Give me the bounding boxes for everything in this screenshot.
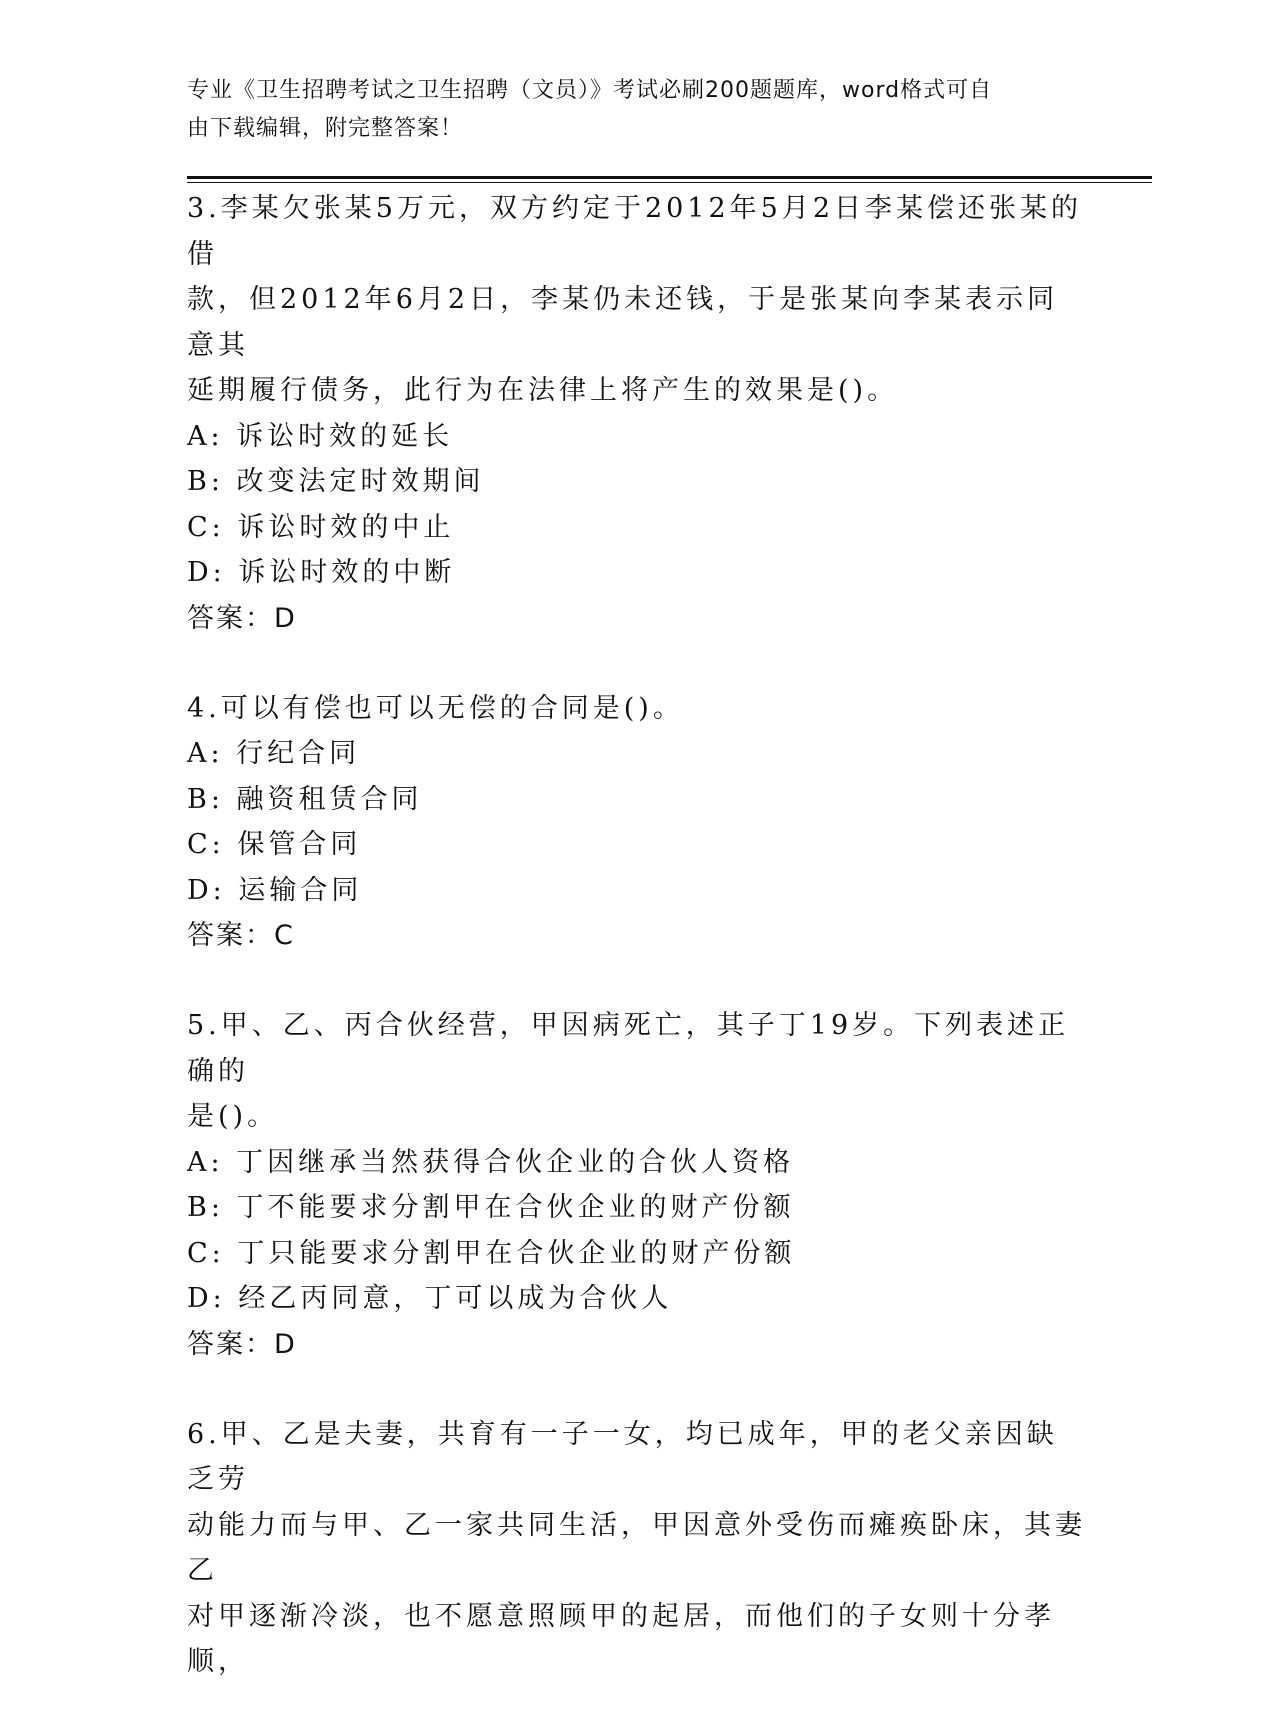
question-stem-line: 6.甲、乙是夫妻，共育有一子一女，均已成年，甲的老父亲因缺乏劳 [187, 1418, 1058, 1495]
option-a: A: 诉讼时效的延长 [187, 420, 454, 452]
question-stem-line: 4.可以有偿也可以无偿的合同是()。 [187, 692, 684, 724]
question-3 [187, 186, 1087, 642]
question-list [187, 186, 1087, 1729]
answer-line: 答案：C [187, 920, 295, 951]
document-header [187, 72, 1067, 148]
answer-line: 答案：D [187, 1328, 297, 1360]
question-5 [187, 1003, 1087, 1368]
header-divider-thin [187, 182, 1152, 183]
option-a: A: 丁因继承当然获得合伙企业的合伙人资格 [187, 1146, 795, 1178]
option-c: C: 保管合同 [187, 829, 362, 860]
header-line-2: 由下载编辑，附完整答案！ [187, 116, 464, 141]
question-stem-line: 对甲逐渐冷淡，也不愿意照顾甲的起居，而他们的子女则十分孝顺， [187, 1600, 1055, 1677]
question-stem-line: 动能力而与甲、乙一家共同生活，甲因意外受伤而瘫痪卧床，其妻乙 [187, 1509, 1086, 1586]
question-4 [187, 686, 1087, 960]
option-b: B: 改变法定时效期间 [187, 466, 485, 497]
answer-line: 答案：D [187, 602, 297, 634]
question-stem-line: 3.李某欠张某5万元，双方约定于2012年5月2日李某偿还张某的借 [187, 193, 1083, 270]
option-d: D: 经乙丙同意，丁可以成为合伙人 [187, 1283, 673, 1314]
header-divider-thick [187, 176, 1152, 179]
question-stem-line: 5.甲、乙、丙合伙经营，甲因病死亡，其子丁19岁。下列表述正确的 [187, 1010, 1070, 1087]
option-a: A: 行纪合同 [187, 738, 361, 769]
question-stem-line: 是()。 [187, 1101, 279, 1132]
option-c: C: 丁只能要求分割甲在合伙企业的财产份额 [187, 1237, 796, 1269]
question-stem-line: 延期履行债务，此行为在法律上将产生的效果是()。 [187, 375, 899, 406]
option-b: B: 丁不能要求分割甲在合伙企业的财产份额 [187, 1192, 795, 1223]
option-d: D: 运输合同 [187, 874, 363, 906]
option-d: D: 诉讼时效的中断 [187, 557, 456, 588]
option-b: B: 融资租赁合同 [187, 783, 423, 815]
question-stem-line: 款，但2012年6月2日，李某仍未还钱，于是张某向李某表示同意其 [187, 284, 1059, 361]
question-6 [187, 1412, 1087, 1685]
option-c: C: 诉讼时效的中止 [187, 511, 455, 543]
header-line-1: 专业《卫生招聘考试之卫生招聘（文员）》考试必刷200题题库，word格式可自 [187, 78, 993, 103]
